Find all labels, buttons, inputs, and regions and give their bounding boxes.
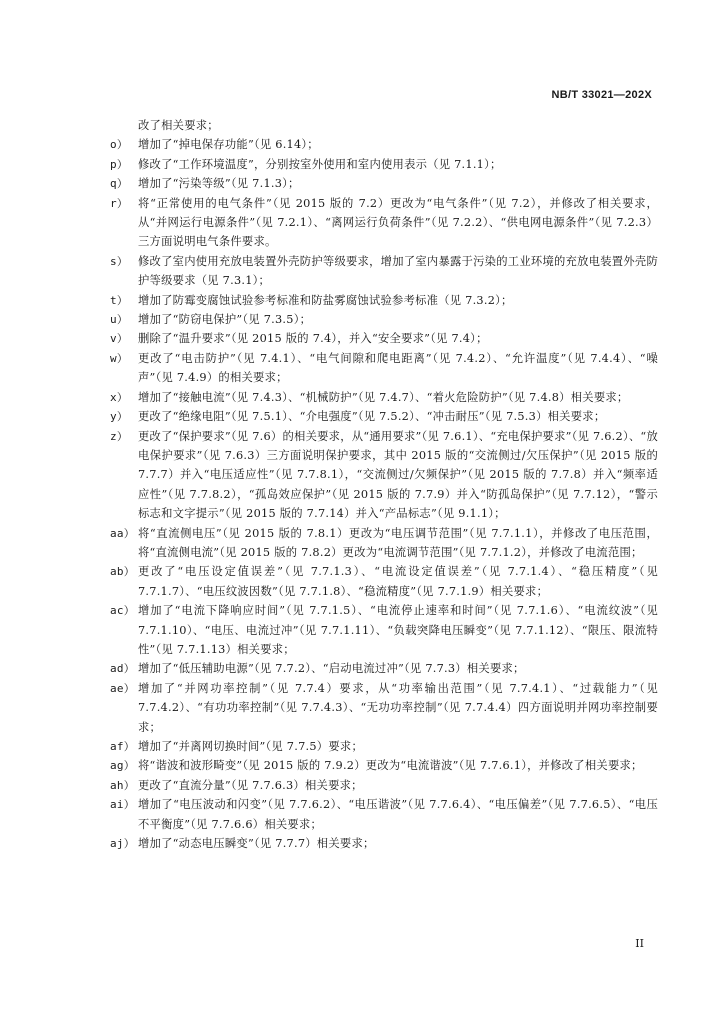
list-item-text: 更改了“电压设定值误差”（见 7.7.1.3）、“电流设定值误差”（见 7.7.1.4）、“稳压精度”（见 7.7.1.7）、“电压纹波因数”（见 7.7.1.8）、“稳流精度”（见 7.7.1.9）相关要求； [138, 565, 658, 598]
list-item-text: 更改了“绝缘电阻”（见 7.5.1）、“介电强度”（见 7.5.2）、“冲击耐压”（见 7.5.3）相关要求； [138, 410, 606, 424]
list-item-text: 更改了“电击防护”（见 7.4.1）、“电气间隙和爬电距离”（见 7.4.2）、“允许温度”（见 7.4.4）、“噪声”（见 7.4.9）的相关要求； [138, 351, 658, 385]
list-item [110, 174, 658, 193]
list-item-text: 将“直流侧电压”（见 2015 版的 7.8.1）更改为“电压调节范围”（见 7.7.1.1），并修改了电压范围，将“直流侧电流”（见 2015 版的 7.8.2）更改为“电流调节范围”（见 7.7.1.2），并修改了电流范围； [138, 526, 658, 559]
page-number: II [635, 937, 644, 950]
list-item [110, 601, 658, 659]
list-item-text: 增加了“防窃电保护”（见 7.3.5）； [138, 313, 312, 327]
list-item [110, 679, 658, 737]
list-item-text: 将“正常使用的电气条件”（见 2015 版的 7.2）更改为“电气条件”（见 7.2），并修改了相关要求，从“并网运行电源条件”（见 7.2.1）、“离网运行负荷条件”（见 7.2.2）、“供电网电源条件”（见 7.2.3）三方面说明电气条件要求。 [138, 196, 658, 249]
list-item [110, 659, 658, 678]
list-item-text: 增加了“电压波动和闪变”（见 7.7.6.2）、“电压谐波”（见 7.7.6.4）、“电压偏差”（见 7.7.6.5）、“电压不平衡度”（见 7.7.6.6）相关要求； [138, 798, 658, 831]
list-item-text: 增加了“并网功率控制”（见 7.7.4）要求，从“功率输出范围”（见 7.7.4.1）、“过载能力”（见 7.7.4.2）、“有功功率控制”（见 7.7.4.3）、“无功功率控制”（见 7.7.4.4）四方面说明并网功率控制要求； [138, 681, 658, 734]
list-item-text: 修改了室内使用充放电装置外壳防护等级要求，增加了室内暴露于污染的工业环境的充放电装置外壳防护等级要求（见 7.3.1）； [138, 254, 658, 288]
list-item-label: aa） [110, 526, 135, 540]
list-item-label: y） [110, 410, 129, 424]
list-item-text: 增加了“掉电保存功能”（见 6.14）； [138, 138, 319, 152]
list-item-label: ai） [110, 798, 135, 812]
document-number: NB/T 33021—202X [551, 89, 652, 101]
list-item-label: x） [110, 390, 129, 404]
list-item [110, 756, 658, 775]
list-item [110, 834, 658, 853]
list-item-text: 增加了“接触电流”（见 7.4.3）、“机械防护”（见 7.4.7）、“着火危险防护”（见 7.4.8）相关要求； [138, 390, 629, 404]
list-item-text: 增加了“污染等级”（见 7.1.3）； [138, 177, 300, 191]
list-item-label: z） [110, 429, 129, 443]
list-item [110, 252, 658, 291]
list-item [110, 795, 658, 834]
list-item-label: o） [110, 138, 129, 152]
list-item [110, 524, 658, 563]
list-item-text: 增加了“动态电压瞬变”（见 7.7.7）相关要求； [138, 837, 375, 851]
list-item [110, 776, 658, 795]
list-item-text: 修改了“工作环境温度”，分别按室外使用和室内使用表示（见 7.1.1）； [138, 157, 502, 171]
list-item-label: u） [110, 313, 129, 327]
list-item-label: r） [110, 196, 129, 210]
list-item-text: 增加了“电流下降响应时间”（见 7.7.1.5）、“电流停止速率和时间”（见 7.7.1.6）、“电流纹波”（见 7.7.1.10）、“电压、电流过冲”（见 7.7.1.11）、“负载突降电压瞬变”（见 7.7.1.12）、“限压、限流特性”（见 7.7.1.13）相关要求； [138, 604, 658, 656]
list-item-label: v） [110, 332, 129, 346]
list-item-label: ae） [110, 681, 135, 695]
list-item-label: ad） [110, 662, 135, 676]
list-item-label: ag） [110, 759, 135, 773]
list-item-label: w） [110, 351, 129, 365]
list-item [110, 155, 658, 174]
list-item-text: 更改了“直流分量”（见 7.7.6.3）相关要求； [138, 778, 363, 792]
list-item [110, 194, 658, 252]
list-item [110, 427, 658, 524]
list-item-label: t） [110, 293, 129, 307]
list-item-label: ah） [110, 778, 135, 792]
list-item [110, 291, 658, 310]
list-item-text: 增加了“并离网切换时间”（见 7.7.5）要求； [138, 740, 363, 753]
list-item-label: p） [110, 157, 129, 171]
document-body [110, 116, 658, 853]
intro-paragraph [110, 116, 658, 135]
list-item-label: ac） [110, 604, 135, 618]
list-item-text: 增加了“低压辅助电源”（见 7.7.2）、“启动电流过冲”（见 7.7.3）相关要求； [138, 662, 525, 676]
list-item [110, 329, 658, 348]
list-item [110, 310, 658, 329]
list-item [110, 562, 658, 601]
list-item [110, 135, 658, 154]
intro-text: 改了相关要求； [138, 119, 219, 132]
list-item-label: af） [110, 740, 135, 753]
list-item-label: s） [110, 254, 129, 268]
list-item [110, 407, 658, 426]
list-item-text: 将“谐波和波形畸变”（见 2015 版的 7.9.2）更改为“电流谐波”（见 7.7.6.1），并修改了相关要求； [138, 759, 643, 773]
list-item-label: aj） [110, 837, 135, 851]
list-item-text: 删除了“温升要求”（见 2015 版的 7.4），并入“安全要求”（见 7.4）； [138, 332, 488, 346]
list-item [110, 388, 658, 407]
list-item-text: 更改了“保护要求”（见 7.6）的相关要求，从“通用要求”（见 7.6.1）、“充电保护要求”（见 7.6.2）、“放电保护要求”（见 7.6.3）三方面说明保护要求，其中 2015 版的“交流侧过/欠压保护”（见 2015 版的 7.7.7）并入“电压适应性”（见 7.7.8.1），“交流侧过/欠频保护”（见 2015 版的 7.7.8）并入“频率适应性”（见 7.7.8.2），“孤岛效应保护”（见 2015 版的 7.7.9）并入“防孤岛保护”（见 7.7.12），“警示标志和文字提示”（见 2015 版的 7.7.14）并入“产品标志”（见 9.1.1）； [138, 429, 658, 521]
list-item-label: ab） [110, 565, 135, 579]
list-item-label: q） [110, 177, 129, 191]
change-list [110, 135, 658, 853]
list-item [110, 349, 658, 388]
list-item [110, 737, 658, 756]
list-item-text: 增加了防霉变腐蚀试验参考标准和防盐雾腐蚀试验参考标准（见 7.3.2）； [138, 293, 513, 307]
